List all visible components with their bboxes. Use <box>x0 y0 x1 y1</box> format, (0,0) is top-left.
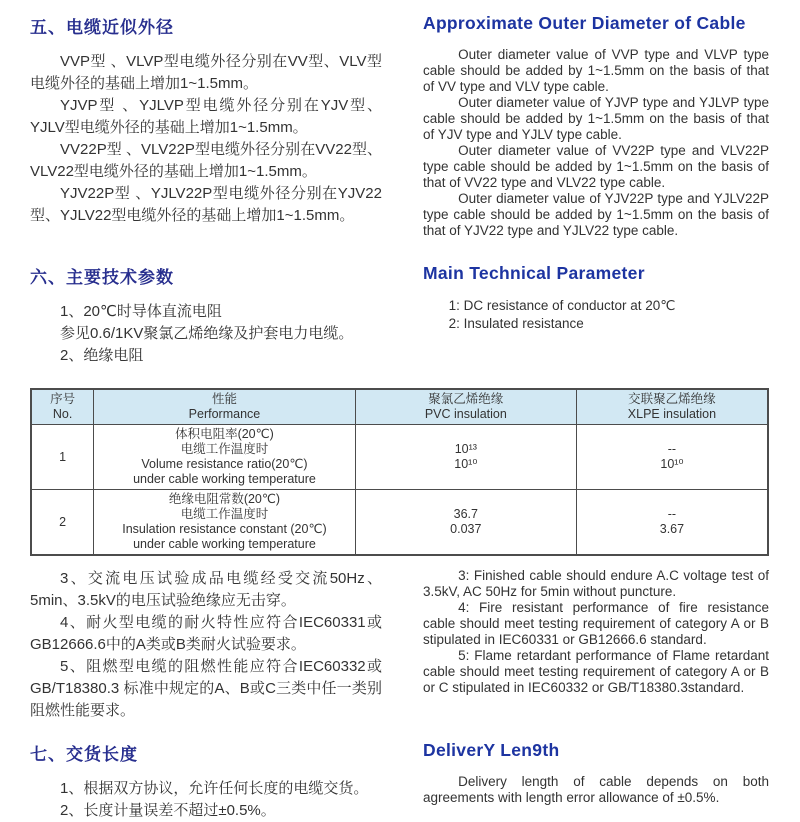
xlpe-value-cell <box>576 490 768 556</box>
column-header-performance <box>94 389 356 425</box>
performance-line: Volume resistance ratio(20℃) <box>141 457 308 471</box>
en-line: 1: DC resistance of conductor at 20℃ <box>448 298 676 313</box>
technical-parameter-en-column <box>423 263 769 367</box>
performance-line: 电缆工作温度时 <box>180 442 269 456</box>
technical-parameter-zh-lines <box>30 301 382 367</box>
row-number: 2 <box>31 490 94 556</box>
zh-paragraph: YJVP型 、YJLVP型电缆外径分别在YJV型、YJLV型电缆外径的基础上增加1~1.5mm。 <box>30 97 382 136</box>
zh-note: 4、耐火型电缆的耐火特性应符合IEC60331或GB12666.6中的A类或B类耐火试验要求。 <box>30 614 382 653</box>
en-line: 2: Insulated resistance <box>448 316 584 331</box>
delivery-length-en-column <box>423 740 769 822</box>
performance-line: 电缆工作温度时 <box>180 507 269 521</box>
outer-diameter-en-title: Approximate Outer Diameter of Cable <box>423 13 746 33</box>
en-paragraph: Delivery length of cable depends on both agreements with length error allowance of ±0.5%. <box>423 774 769 805</box>
pvc-value-cell <box>355 425 576 490</box>
outer-diameter-zh-body <box>30 51 382 227</box>
en-note: 4: Fire resistant performance of fire resistance cable should meet testing requirement of category A or B stipulated in IEC60331 or GB12666.6 standard. <box>423 600 769 647</box>
zh-note: 3、交流电压试验成品电缆经受交流50Hz、5min、3.5kV的电压试验绝缘应无击穿。 <box>30 570 382 609</box>
section-test-notes <box>30 568 769 722</box>
zh-paragraph: YJV22P型 、YJLV22P型电缆外径分别在YJV22型、YJLV22型电缆外径的基础上增加1~1.5mm。 <box>30 185 382 224</box>
header-zh: 性能 <box>211 392 237 406</box>
header-en: No. <box>52 407 73 421</box>
header-en: XLPE insulation <box>627 407 717 421</box>
column-header-xlpe-insulation <box>576 389 768 425</box>
technical-parameter-en-lines <box>423 297 769 333</box>
en-note: 5: Flame retardant performance of Flame retardant cable should meet testing requirement of category A or B or C stipulated in IEC60332 or GB/T18380.3standard. <box>423 648 769 695</box>
zh-paragraph: VV22P型 、VLV22P型电缆外径分别在VV22型、VLV22型电缆外径的基础上增加1~1.5mm。 <box>30 141 382 180</box>
header-zh: 交联聚乙烯绝缘 <box>628 392 716 406</box>
performance-cell <box>94 425 356 490</box>
technical-parameter-zh-title: 六、主要技术参数 <box>30 268 174 287</box>
table-row <box>31 490 768 556</box>
xlpe-value: 10¹⁰ <box>660 457 684 471</box>
table-row <box>31 425 768 490</box>
technical-parameter-zh-column <box>30 263 382 367</box>
zh-paragraph: VVP型 、VLVP型电缆外径分别在VV型、VLV型电缆外径的基础上增加1~1.5mm。 <box>30 53 382 92</box>
outer-diameter-zh-title: 五、电缆近似外径 <box>30 18 174 37</box>
pvc-value: 36.7 <box>453 507 478 521</box>
section-technical-parameter <box>30 263 769 367</box>
technical-parameter-table <box>30 388 769 556</box>
zh-line: 1、根据双方协议，允许任何长度的电缆交货。 <box>60 780 369 797</box>
xlpe-value: 3.67 <box>659 522 685 536</box>
performance-line: Insulation resistance constant (20℃) <box>122 522 327 536</box>
performance-line: 绝缘电阻常数(20℃) <box>168 492 281 506</box>
xlpe-value: -- <box>667 442 677 456</box>
performance-line: 体积电阻率(20℃) <box>175 427 274 441</box>
test-notes-en <box>423 568 769 722</box>
outer-diameter-en-column <box>423 13 769 239</box>
en-paragraph: Outer diameter value of YJVP type and YJLVP type cable should be added by 1~1.5mm on the basis of that of YJV type and YJLV type cable. <box>423 95 769 142</box>
performance-cell <box>94 490 356 556</box>
header-zh: 序号 <box>50 392 76 406</box>
table-header-row <box>31 389 768 425</box>
zh-line: 1、20℃时导体直流电阻 <box>60 303 222 320</box>
technical-parameter-en-title: Main Technical Parameter <box>423 263 645 283</box>
column-header-pvc-insulation <box>355 389 576 425</box>
row-number: 1 <box>31 425 94 490</box>
pvc-value: 10¹⁰ <box>454 457 478 471</box>
pvc-value-cell <box>355 490 576 556</box>
en-note: 3: Finished cable should endure A.C voltage test of 3.5kV, AC 50Hz for 5min without puncture. <box>423 568 769 599</box>
test-notes-zh <box>30 568 382 722</box>
pvc-value: 0.037 <box>450 522 482 536</box>
header-en: PVC insulation <box>424 407 507 421</box>
en-paragraph: Outer diameter value of VVP type and VLVP type cable should be added by 1~1.5mm on the basis of that of VV type and VLV type cable. <box>423 47 769 94</box>
performance-line: under cable working temperature <box>133 537 316 551</box>
outer-diameter-zh-column <box>30 13 382 239</box>
delivery-length-en-title: DeliverY Len9th <box>423 740 560 760</box>
header-zh: 聚氯乙烯绝缘 <box>428 392 504 406</box>
column-header-no <box>31 389 94 425</box>
outer-diameter-en-body <box>423 47 769 239</box>
zh-line: 参见0.6/1KV聚氯乙烯绝缘及护套电力电缆。 <box>60 325 354 342</box>
zh-note: 5、阻燃型电缆的阻燃性能应符合IEC60332或GB/T18380.3 标准中规定的A、B或C三类中任一类别阻燃性能要求。 <box>30 658 382 719</box>
delivery-length-zh-title: 七、交货长度 <box>30 745 138 764</box>
performance-line: under cable working temperature <box>133 472 316 486</box>
xlpe-value: -- <box>667 507 677 521</box>
xlpe-value-cell <box>576 425 768 490</box>
header-en: Performance <box>188 407 261 421</box>
zh-line: 2、长度计量误差不超过±0.5%。 <box>60 802 276 819</box>
pvc-value: 10¹³ <box>454 442 477 456</box>
section-outer-diameter <box>30 13 769 239</box>
section-delivery-length <box>30 740 769 822</box>
en-paragraph: Outer diameter value of VV22P type and VLV22P type cable should be added by 1~1.5mm on the basis of that of VV22 type and VLV22 type cable. <box>423 143 769 190</box>
delivery-length-zh-column <box>30 740 382 822</box>
zh-line: 2、绝缘电阻 <box>60 347 144 364</box>
en-paragraph: Outer diameter value of YJV22P type and YJLV22P type cable should be added by 1~1.5mm on the basis of that of YJV22 type and YJLV22 type cable. <box>423 191 769 238</box>
delivery-length-zh-lines <box>30 778 382 822</box>
